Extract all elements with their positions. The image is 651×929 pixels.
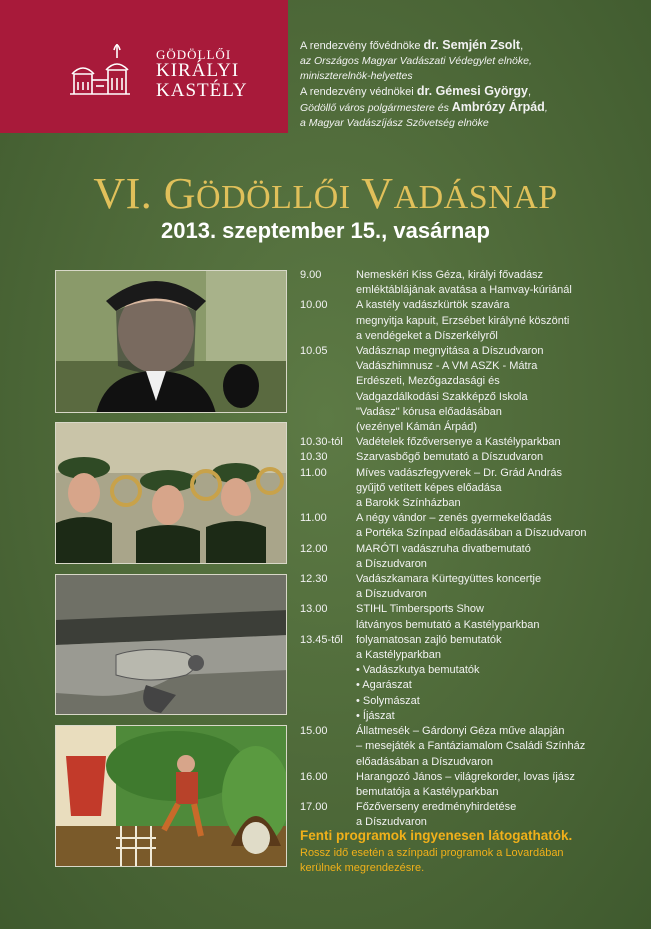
schedule-time: 13.00	[300, 603, 328, 616]
title-part: VI. G	[93, 169, 197, 218]
patron-role: az Országos Magyar Vadászati Védegylet elnöke,	[300, 55, 532, 67]
schedule-time: 10.30	[300, 451, 328, 464]
schedule-description: Vadászkamara Kürtegyüttes koncertje a Díszudvaron	[356, 573, 542, 601]
event-date: 2013. szeptember 15., vasárnap	[161, 218, 490, 243]
patron-text: A rendezvény védnökei	[300, 86, 417, 98]
schedule-row	[300, 724, 645, 770]
schedule-time: 15.00	[300, 725, 328, 738]
schedule-description: • Solymászat	[356, 694, 420, 707]
program-schedule	[300, 268, 645, 831]
schedule-row	[300, 450, 645, 465]
schedule-time: 10.00	[300, 299, 328, 312]
castle-logo-icon	[64, 30, 136, 102]
schedule-description: Harangozó János – világrekorder, lovas íjász bemutatója a Kastélyparkban	[356, 770, 575, 798]
schedule-time	[300, 663, 356, 678]
schedule-row	[300, 268, 645, 298]
title-part: V	[350, 169, 394, 218]
schedule-row	[300, 694, 645, 709]
schedule-time: 11.00	[300, 466, 327, 479]
schedule-time: 10.30-tól	[300, 436, 343, 449]
schedule-time: 12.00	[300, 542, 328, 555]
patron-name: Ambrózy Árpád	[451, 100, 545, 114]
schedule-time	[300, 694, 356, 709]
schedule-row	[300, 678, 645, 693]
schedule-row	[300, 709, 645, 724]
schedule-row	[300, 511, 645, 541]
schedule-time: 10.05	[300, 345, 328, 358]
schedule-row	[300, 572, 645, 602]
patron-name: dr. Semjén Zsolt	[423, 38, 521, 52]
weather-note: Rossz idő esetén a színpadi programok a Lovardában kerülnek megrendezésre.	[300, 847, 564, 874]
schedule-description: Szarvasbőgő bemutató a Díszudvaron	[356, 451, 544, 464]
schedule-row	[300, 435, 645, 450]
schedule-row	[300, 633, 645, 663]
schedule-time: 9.00	[300, 269, 322, 281]
patron-text: ,	[544, 102, 548, 114]
schedule-description: Állatmesék – Gárdonyi Géza műve alapján – mesejáték a Fantáziamalom Családi Színház előadásában a Díszudvaron	[356, 725, 586, 768]
photo-theatre-play	[55, 725, 287, 867]
title-part: ADÁSNAP	[393, 179, 558, 216]
event-title	[0, 168, 651, 219]
schedule-description: STIHL Timbersports Show látványos bemutató a Kastélyparkban	[356, 603, 540, 631]
logo-panel	[0, 0, 288, 133]
schedule-row	[300, 770, 645, 800]
patron-role: Gödöllő város polgármestere és	[300, 102, 452, 114]
schedule-description: • Íjászat	[356, 709, 395, 722]
schedule-time: 16.00	[300, 770, 328, 783]
logo-line-1: GÖDÖLLŐI	[156, 47, 232, 62]
schedule-description: Míves vadászfegyverek – Dr. Grád András gyűjtő vetített képes előadása a Barokk Színházban	[356, 466, 563, 510]
schedule-description: • Agarászat	[356, 679, 412, 692]
schedule-time	[300, 709, 356, 724]
schedule-description: A négy vándor – zenés gyermekelőadás a Portéka Színpad előadásában a Díszudvaron	[356, 512, 587, 540]
patron-text: A rendezvény fővédnöke	[300, 40, 424, 52]
patrons-block	[300, 38, 645, 131]
schedule-description: Főzőverseny eredményhirdetése a Díszudvaron	[356, 801, 517, 829]
patron-name: dr. Gémesi György	[416, 84, 528, 98]
patron-role: a Magyar Vadászíjász Szövetség elnöke	[300, 117, 489, 129]
logo-text	[156, 48, 248, 100]
schedule-time: 11.00	[300, 512, 327, 525]
logo-line-2: KIRÁLYI	[156, 60, 240, 82]
schedule-time: 12.30	[300, 573, 328, 586]
schedule-description: MARÓTI vadászruha divatbemutató a Díszudvaron	[356, 542, 531, 570]
patron-text: ,	[527, 86, 532, 98]
schedule-row	[300, 298, 645, 344]
schedule-time: 13.45-től	[300, 633, 343, 646]
schedule-description: folyamatosan zajló bemutatók a Kastélyparkban	[356, 633, 502, 662]
photo-hunting-rifle	[55, 574, 287, 715]
schedule-description: Nemeskéri Kiss Géza, királyi fővadász emléktáblájának avatása a Hamvay-kúriánál	[356, 269, 572, 297]
schedule-row	[300, 602, 645, 632]
schedule-time	[300, 678, 356, 693]
free-entry-note: Fenti programok ingyenesen látogathatók.	[300, 828, 573, 843]
schedule-row	[300, 800, 645, 830]
schedule-row	[300, 344, 645, 435]
photo-queen-elisabeth	[55, 270, 287, 413]
schedule-row	[300, 663, 645, 678]
patron-text: ,	[520, 40, 524, 52]
schedule-description: Vadásznap megnyitása a Díszudvaron Vadászhimnusz - A VM ASZK - Mátra Erdészeti, Mezőgazdasági és Vadgazdálkodási Szakképző Iskola "Vadász" kórusa előadásában (vezényel Kámán Árpád)	[356, 345, 544, 434]
logo-line-3: KASTÉLY	[156, 79, 248, 101]
photo-horn-players	[55, 422, 287, 564]
schedule-time: 17.00	[300, 801, 328, 814]
schedule-description: Vadételek főzőversenye a Kastélyparkban	[356, 436, 561, 449]
schedule-row	[300, 466, 645, 512]
schedule-description: • Vadászkutya bemutatók	[356, 664, 480, 677]
schedule-description: A kastély vadászkürtök szavára megnyitja kapuit, Erzsébet királyné köszönti a vendégeket a Díszerkélyről	[356, 299, 570, 342]
schedule-row	[300, 542, 645, 572]
title-part: ÖDÖLLŐI	[196, 179, 351, 216]
patron-role: miniszterelnök-helyettes	[300, 70, 413, 82]
